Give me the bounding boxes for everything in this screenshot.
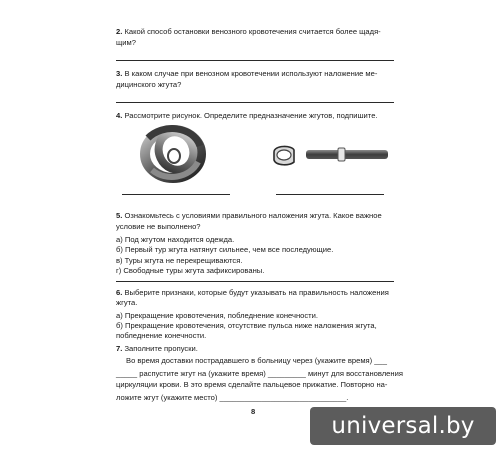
q6-line1: 6. Выберите признаки, которые будут указывать на правильность наложения xyxy=(116,288,389,297)
coiled-tourniquet-image xyxy=(138,118,208,186)
q3-line1: 3. В каком случае при венозном кровотечении используют наложение ме- xyxy=(116,69,378,78)
strap-tourniquet-image xyxy=(270,142,392,170)
q5-option-a: а) Под жгутом находится одежда. xyxy=(116,235,235,244)
q4-line1: 4. Рассмотрите рисунок. Определите предназначение жгутов, подпишите. xyxy=(116,111,378,120)
q2-answer-line[interactable] xyxy=(116,60,394,61)
q7-para3: циркуляции крови. В это время сделайте пальцевое прижатие. Повторно на- xyxy=(116,380,388,389)
q6-option-b: б) Прекращение кровотечения, отсутствие пульса ниже наложения жгута, xyxy=(116,321,377,330)
q2-line2: щим? xyxy=(116,38,136,47)
watermark-text: universal.by xyxy=(331,413,475,439)
q3-answer-line[interactable] xyxy=(116,102,394,103)
q5-line1: 5. Ознакомьтесь с условиями правильного наложения жгута. Какое важное xyxy=(116,211,382,220)
q5-option-d: г) Свободные туры жгута зафиксированы. xyxy=(116,266,265,275)
q5-option-c: в) Туры жгута не перекрещиваются. xyxy=(116,256,243,265)
q6-option-a: а) Прекращение кровотечения, побледнение конечности. xyxy=(116,311,319,320)
q7-line1: 7. Заполните пропуски. xyxy=(116,344,198,353)
q7-para4: ложите жгут (укажите место) ______________________________. xyxy=(116,393,349,402)
q6-line2: жгута. xyxy=(116,298,138,307)
q5-line2: условие не выполнено? xyxy=(116,222,201,231)
q4-answer-line-1[interactable] xyxy=(122,194,230,195)
q6-option-b-cont: побледнение конечности. xyxy=(116,331,207,340)
q7-para2: _____ распустите жгут на (укажите время) _________ минут для восстановления xyxy=(116,369,403,378)
q5-answer-line[interactable] xyxy=(116,281,394,282)
page-number: 8 xyxy=(251,407,256,416)
q3-line2: дицинского жгута? xyxy=(116,80,182,89)
q4-answer-line-2[interactable] xyxy=(276,194,384,195)
q2-line1: 2. Какой способ остановки венозного кровотечения считается более щадя- xyxy=(116,27,381,36)
q5-option-b: б) Первый тур жгута натянут сильнее, чем все последующие. xyxy=(116,245,334,254)
q7-para1: Во время доставки пострадавшего в больницу через (укажите время) ___ xyxy=(126,356,387,365)
watermark-banner xyxy=(310,407,496,445)
